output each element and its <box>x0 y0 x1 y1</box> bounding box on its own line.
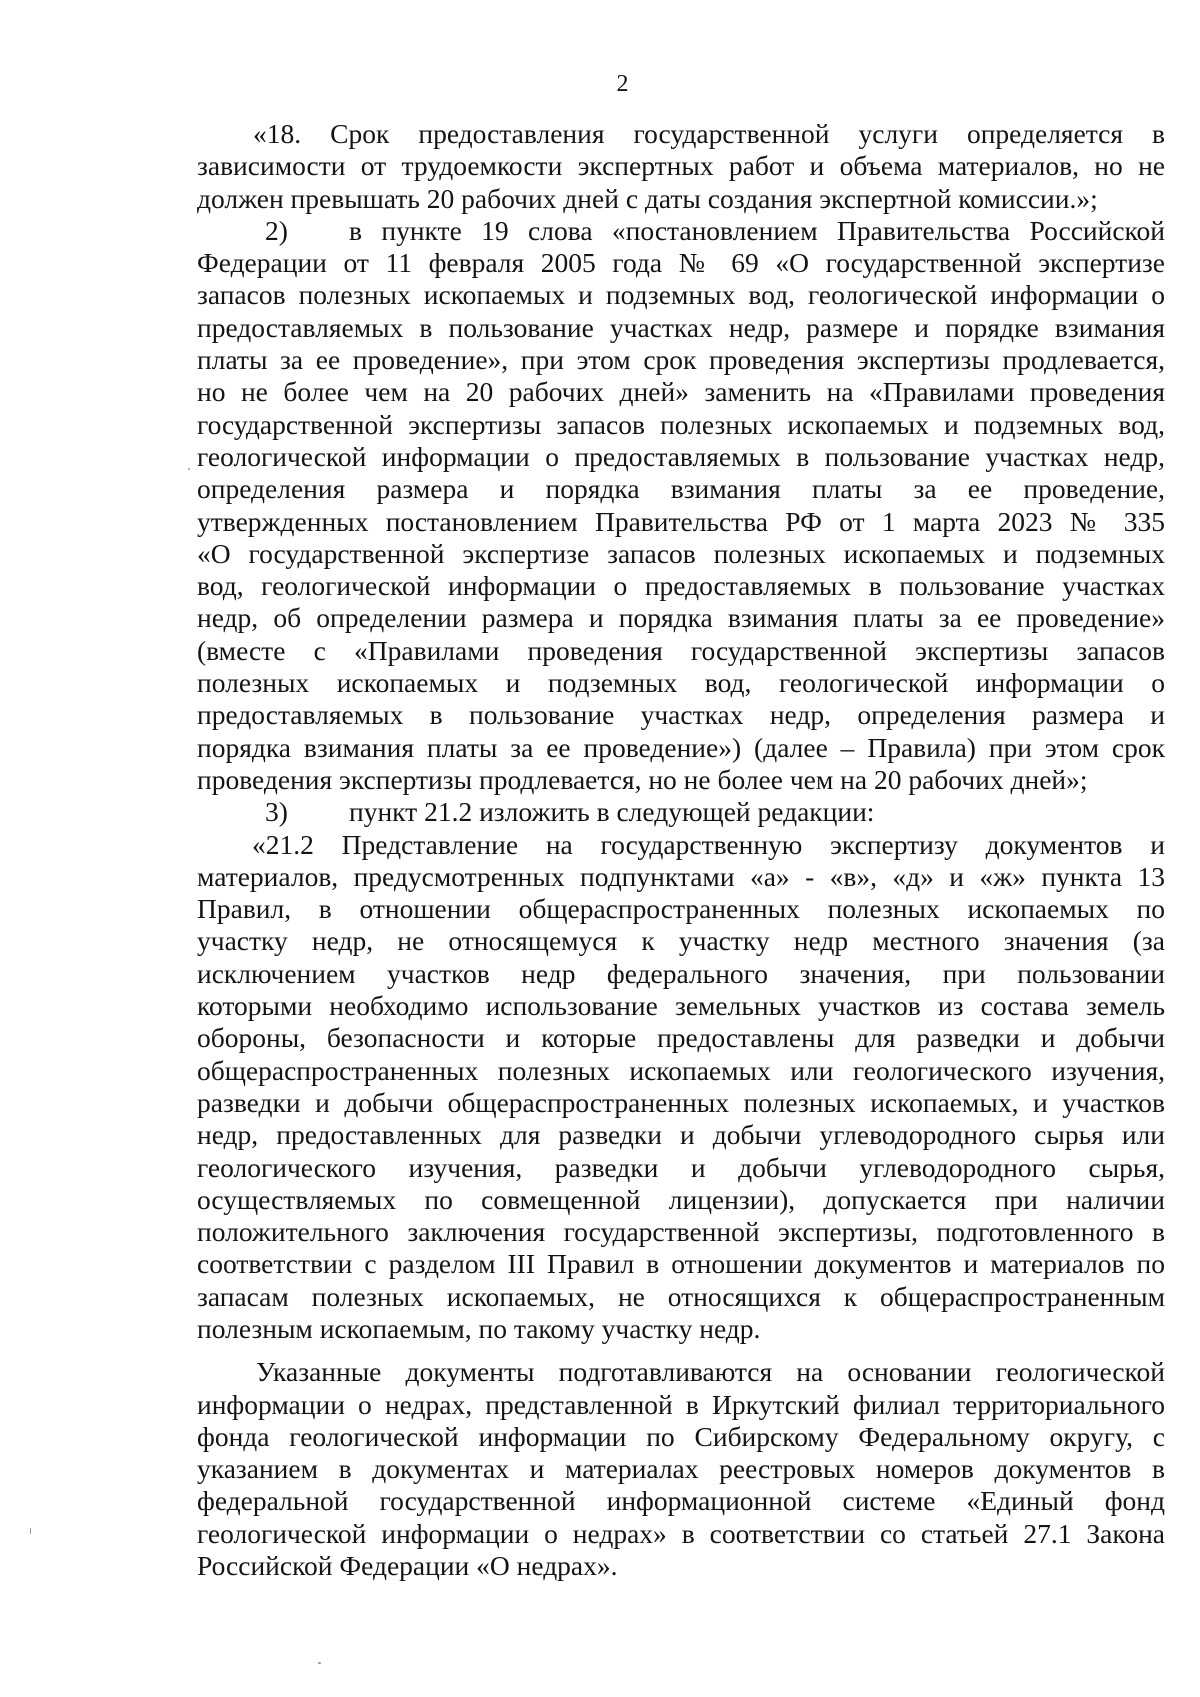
text-line: фонда геологической информации по Сибирскому Федеральному округу, с <box>197 1420 1165 1452</box>
text-line: разведки и добычи общераспространенных полезных ископаемых, и участков <box>197 1086 1165 1118</box>
text-line: порядка взимания платы за ее проведение») (далее – Правила) при этом срок <box>197 731 1165 763</box>
text-line: информации о недрах, представленной в Иркутский филиал территориального <box>197 1388 1165 1420</box>
text-line: материалов, предусмотренных подпунктами «а» - «в», «д» и «ж» пункта 13 <box>197 860 1165 892</box>
text-line <box>197 215 1165 247</box>
text-line: предоставляемых в пользование участках недр, определения размера и <box>197 699 1165 731</box>
list-item-text: пункт 21.2 изложить в следующей редакции: <box>349 796 875 828</box>
text-line: «21.2 Представление на государственную экспертизу документов и <box>252 828 1165 860</box>
text-line: платы за ее проведение», при этом срок проведения экспертизы продлевается, <box>197 344 1165 376</box>
paragraph-gap <box>197 1345 1165 1356</box>
list-item-number: 3) <box>265 796 288 828</box>
text-line: соответствии с разделом III Правил в отношении документов и материалов по <box>197 1248 1165 1280</box>
text-line: зависимости от трудоемкости экспертных работ и объема материалов, но не <box>197 150 1165 182</box>
text-line: недр, предоставленных для разведки и добычи углеводородного сырья или <box>197 1119 1165 1151</box>
scan-speck <box>188 468 190 470</box>
list-item-number: 2) <box>265 214 288 246</box>
paragraph-21-2 <box>197 829 1165 1346</box>
text-line: Российской Федерации «О недрах». <box>197 1550 618 1582</box>
scan-speck <box>30 1528 31 1534</box>
list-item-3 <box>197 796 1165 828</box>
text-line: положительного заключения государственной экспертизы, подготовленного в <box>197 1216 1165 1248</box>
text-line: геологической информации о недрах» в соответствии со статьей 27.1 Закона <box>197 1517 1165 1549</box>
text-line: полезным ископаемым, по такому участку недр. <box>197 1312 761 1344</box>
text-line: обороны, безопасности и которые предоставлены для разведки и добычи <box>197 1022 1165 1054</box>
text-line: запасов полезных ископаемых и подземных вод, геологической информации о <box>197 279 1165 311</box>
text-line: вод, геологической информации о предоставляемых в пользование участках <box>197 570 1165 602</box>
text-line: геологической информации о предоставляемых в пользование участках недр, <box>197 440 1165 472</box>
text-line: утвержденных постановлением Правительства РФ от 1 марта 2023 № 335 <box>197 505 1165 537</box>
text-line: осуществляемых по совмещенной лицензии), допускается при наличии <box>197 1183 1165 1215</box>
scan-speck <box>318 1662 321 1664</box>
text-line: должен превышать 20 рабочих дней с даты создания экспертной комиссии.»; <box>197 182 1098 214</box>
text-line: государственной экспертизы запасов полезных ископаемых и подземных вод, <box>197 408 1165 440</box>
text-line: указанием в документах и материалах реестровых номеров документов в <box>197 1453 1165 1485</box>
text-line: которыми необходимо использование земельных участков из состава земель <box>197 990 1165 1022</box>
text-line: запасам полезных ископаемых, не относящихся к общераспространенным <box>197 1280 1165 1312</box>
text-line: проведения экспертизы продлевается, но не более чем на 20 рабочих дней»; <box>197 763 1088 795</box>
text-line: «18. Срок предоставления государственной услуги определяется в <box>253 118 1165 149</box>
list-item-2 <box>197 215 1165 796</box>
text-line: участку недр, не относящемуся к участку недр местного значения (за <box>197 925 1165 957</box>
text-line: «О государственной экспертизе запасов полезных ископаемых и подземных <box>197 537 1165 569</box>
text-line: Указанные документы подготавливаются на основании геологической <box>256 1356 1165 1388</box>
paragraph-18 <box>197 118 1165 215</box>
document-body <box>197 118 1165 1582</box>
list-item-text: в пункте 19 слова «постановлением Правительства Российской <box>349 214 1165 246</box>
text-line: полезных ископаемых и подземных вод, геологической информации о <box>197 667 1165 699</box>
text-line: Федерации от 11 февраля 2005 года № 69 «О государственной экспертизе <box>197 247 1165 279</box>
text-line: определения размера и порядка взимания платы за ее проведение, <box>197 473 1165 505</box>
paragraph-documents <box>197 1356 1165 1582</box>
text-line: недр, об определении размера и порядка взимания платы за ее проведение» <box>197 602 1165 634</box>
text-line: геологического изучения, разведки и добычи углеводородного сырья, <box>197 1151 1165 1183</box>
text-line: но не более чем на 20 рабочих дней» заменить на «Правилами проведения <box>197 376 1165 408</box>
text-line: исключением участков недр федерального значения, при пользовании <box>197 957 1165 989</box>
text-line: Правил, в отношении общераспространенных полезных ископаемых по <box>197 893 1165 925</box>
text-line: предоставляемых в пользование участках недр, размере и порядке взимания <box>197 311 1165 343</box>
text-line: (вместе с «Правилами проведения государственной экспертизы запасов <box>197 634 1165 666</box>
text-line <box>197 796 1165 828</box>
text-line: федеральной государственной информационной системе «Единый фонд <box>197 1485 1165 1517</box>
page-number: 2 <box>616 71 629 97</box>
text-line: общераспространенных полезных ископаемых или геологического изучения, <box>197 1054 1165 1086</box>
